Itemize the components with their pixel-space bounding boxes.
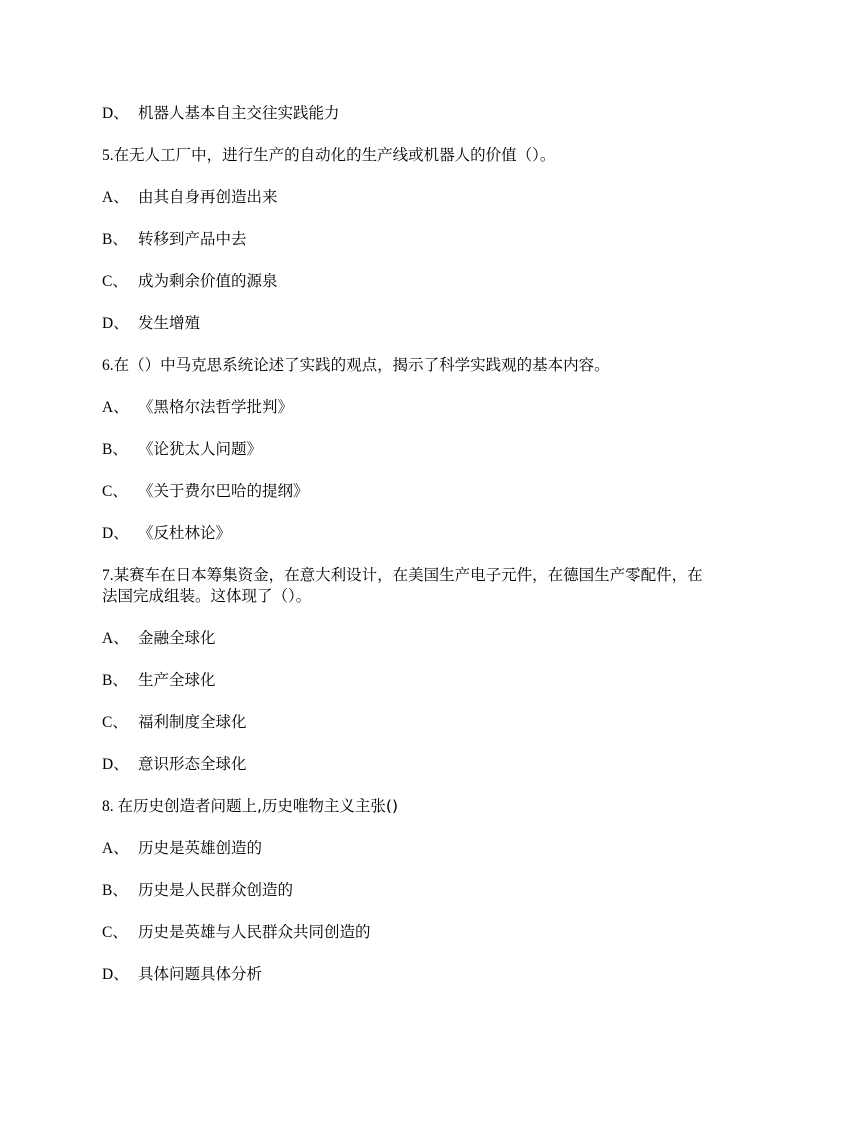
option-letter: B、 <box>102 672 128 689</box>
question-8-option-a <box>102 837 262 860</box>
question-6-stem <box>102 354 610 377</box>
option-letter: A、 <box>102 189 129 206</box>
question-6-option-b <box>102 438 262 461</box>
option-letter: C、 <box>102 483 128 500</box>
option-text: 《关于费尔巴哈的提纲》 <box>138 482 309 500</box>
question-text: 法国完成组装。这体现了（）。 <box>102 587 312 605</box>
option-letter: D、 <box>102 105 129 122</box>
question-5-option-b <box>102 228 247 251</box>
option-letter: A、 <box>102 399 129 416</box>
question-text: 在（）中马克思系统论述了实践的观点，揭示了科学实践观的基本内容。 <box>113 356 610 374</box>
question-7-stem-line2 <box>102 585 311 607</box>
option-letter: D、 <box>102 966 129 983</box>
question-text: 在历史创造者问题上,历史唯物主义主张() <box>117 797 399 815</box>
option-letter: B、 <box>102 882 128 899</box>
question-number: 6. <box>102 357 114 374</box>
option-letter: C、 <box>102 273 128 290</box>
option-text: 《论犹太人问题》 <box>138 440 263 458</box>
option-text: 历史是英雄创造的 <box>138 839 263 857</box>
option-letter: A、 <box>102 840 129 857</box>
question-8-option-d <box>102 963 262 986</box>
option-text: 生产全球化 <box>138 671 216 689</box>
question-5-option-d <box>102 312 200 335</box>
question-7-option-d <box>102 753 247 776</box>
option-letter: D、 <box>102 315 129 332</box>
question-number: 5. <box>102 147 114 164</box>
option-d-prev <box>102 102 340 125</box>
option-letter: B、 <box>102 441 128 458</box>
question-number: 8. <box>102 798 118 815</box>
question-8-stem <box>102 795 398 818</box>
option-text: 发生增殖 <box>138 314 201 332</box>
option-letter: C、 <box>102 714 128 731</box>
option-text: 金融全球化 <box>138 629 216 647</box>
question-text: 在无人工厂中，进行生产的自动化的生产线或机器人的价值（）。 <box>113 146 556 164</box>
question-5-option-c <box>102 270 278 293</box>
option-letter: A、 <box>102 630 129 647</box>
option-text: 转移到产品中去 <box>138 230 247 248</box>
option-letter: D、 <box>102 756 129 773</box>
question-5-stem <box>102 144 555 167</box>
question-number: 7. <box>102 567 114 584</box>
question-8-option-c <box>102 921 371 944</box>
question-6-option-a <box>102 396 293 419</box>
question-7-stem-line1 <box>102 564 703 587</box>
question-7-option-b <box>102 669 216 692</box>
question-6-option-c <box>102 480 309 503</box>
option-text: 由其自身再创造出来 <box>138 188 278 206</box>
option-text: 具体问题具体分析 <box>138 965 263 983</box>
option-text: 意识形态全球化 <box>138 755 247 773</box>
question-8-option-b <box>102 879 293 902</box>
question-7-option-c <box>102 711 247 734</box>
question-5-option-a <box>102 186 278 209</box>
option-letter: D、 <box>102 525 129 542</box>
question-7-option-a <box>102 627 216 650</box>
option-text: 《黑格尔法哲学批判》 <box>138 398 294 416</box>
option-text: 福利制度全球化 <box>138 713 247 731</box>
option-text: 成为剩余价值的源泉 <box>138 272 278 290</box>
question-text: 某赛车在日本筹集资金，在意大利设计，在美国生产电子元件，在德国生产零配件，在 <box>113 566 703 584</box>
option-text: 机器人基本自主交往实践能力 <box>138 104 340 122</box>
option-text: 历史是人民群众创造的 <box>138 881 294 899</box>
option-text: 历史是英雄与人民群众共同创造的 <box>138 923 371 941</box>
option-text: 《反杜林论》 <box>138 524 232 542</box>
question-6-option-d <box>102 522 231 545</box>
option-letter: C、 <box>102 924 128 941</box>
option-letter: B、 <box>102 231 128 248</box>
